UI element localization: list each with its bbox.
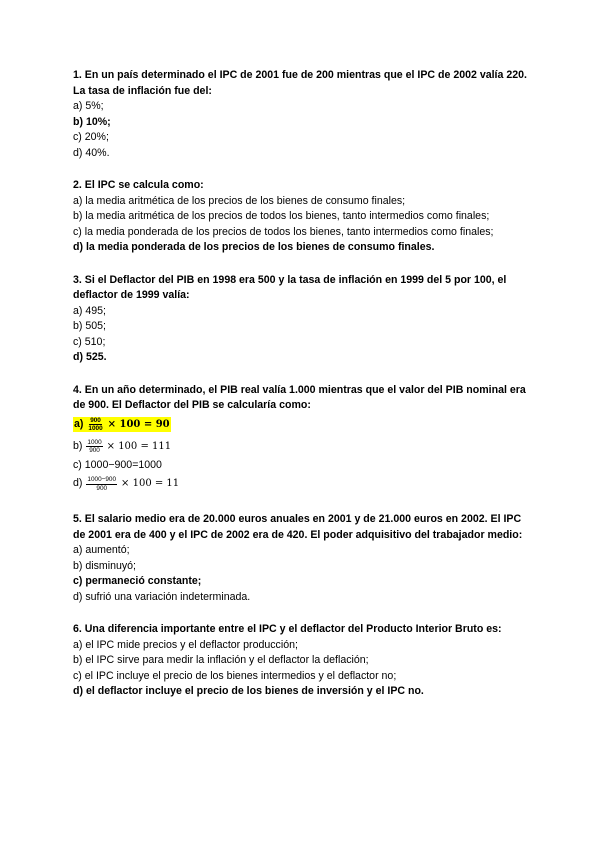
question-3 <box>73 273 536 366</box>
fraction-numerator: 1000 <box>87 438 102 446</box>
question-4 <box>73 383 536 496</box>
option-d-correct: d) la media ponderada de los precios de los bienes de consumo finales. <box>73 241 435 253</box>
question-title: 3. Si el Deflactor del PIB en 1998 era 500 y la tasa de inflación en 1999 del 5 por 100, el deflactor de 1999 valía: <box>73 273 507 301</box>
option-b: b) el IPC sirve para medir la inflación y el deflactor la deflación; <box>73 654 369 666</box>
fraction <box>86 476 117 492</box>
option-a: a) el IPC mide precios y el deflactor producción; <box>73 638 298 651</box>
math-expression: × 100 = 11 <box>121 478 180 490</box>
math-expression: × 100 = 90 <box>107 418 170 430</box>
math-expression: × 100 = 111 <box>106 440 172 452</box>
option-a: a) aumentó; <box>73 544 130 556</box>
option-label: a) <box>74 417 84 430</box>
question-1 <box>73 68 536 161</box>
option-c: c) 510; <box>73 335 106 348</box>
fraction <box>86 439 102 455</box>
highlight <box>73 417 171 433</box>
option-a: a) la media aritmética de los precios de los bienes de consumo finales; <box>73 194 406 207</box>
option-c-correct: c) permaneció constante; <box>73 575 202 587</box>
option-d: d) sufrió una variación indeterminada. <box>73 590 251 603</box>
option-a: a) 495; <box>73 304 106 317</box>
fraction-denominator: 900 <box>96 484 108 492</box>
fraction-numerator: 1000−900 <box>87 476 117 484</box>
question-title: 1. En un país determinado el IPC de 2001 fue de 200 mientras que el IPC de 2002 valía 220. La tasa de inflación fue del: <box>73 69 527 97</box>
option-d-correct: d) 525. <box>73 351 107 363</box>
option-c: c) la media ponderada de los precios de todos los bienes, tanto intermedios como finales; <box>73 225 494 238</box>
question-2 <box>73 178 536 256</box>
option-c: c) 1000−900=1000 <box>73 458 162 471</box>
option-a-correct <box>73 414 536 436</box>
option-b-correct: b) 10%; <box>73 115 111 128</box>
option-b: b) 505; <box>73 320 106 332</box>
question-6 <box>73 622 536 700</box>
option-d: d) 40%. <box>73 146 110 159</box>
option-b: b) disminuyó; <box>73 559 136 572</box>
option-label: d) <box>73 477 83 490</box>
option-d <box>73 473 536 495</box>
question-title: 6. Una diferencia importante entre el IPC y el deflactor del Producto Interior Bruto es: <box>73 623 502 635</box>
fraction-numerator: 900 <box>90 416 101 424</box>
fraction-denominator: 1000 <box>88 425 103 432</box>
fraction <box>87 417 103 433</box>
question-title: 5. El salario medio era de 20.000 euros anuales en 2001 y de 21.000 euros en 2002. El IPC de 2001 era de 400 y el IPC de 2002 era de 420. El poder adquisitivo del trabajador medio: <box>73 513 523 541</box>
option-b: b) la media aritmética de los precios de todos los bienes, tanto intermedios como finales; <box>73 210 490 222</box>
option-label: b) <box>73 439 83 452</box>
question-title: 2. El IPC se calcula como: <box>73 179 204 191</box>
option-c: c) el IPC incluye el precio de los bienes intermedios y el deflactor no; <box>73 669 397 682</box>
option-b <box>73 436 536 458</box>
option-a: a) 5%; <box>73 100 104 112</box>
question-title: 4. En un año determinado, el PIB real valía 1.000 mientras que el valor del PIB nominal era de 900. El Deflactor del PIB se calcularía como: <box>73 383 526 411</box>
fraction-denominator: 900 <box>89 447 100 454</box>
option-c: c) 20%; <box>73 131 109 143</box>
question-5 <box>73 512 536 605</box>
option-d-correct: d) el deflactor incluye el precio de los bienes de inversión y el IPC no. <box>73 685 424 697</box>
